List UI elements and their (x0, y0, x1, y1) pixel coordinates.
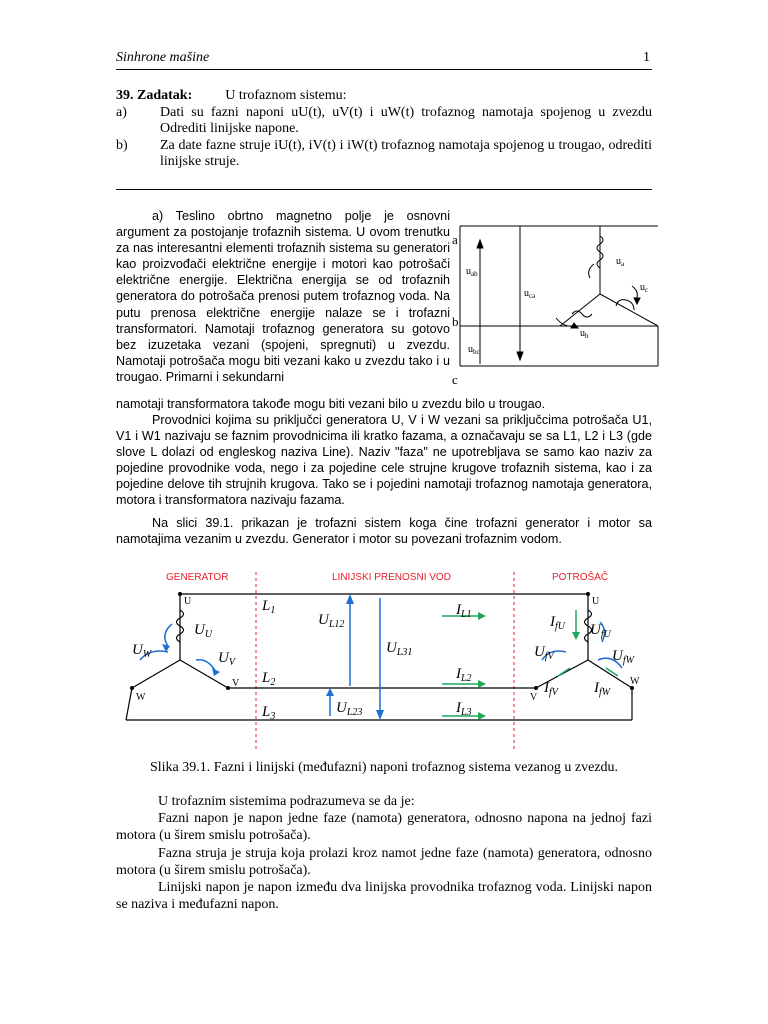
label-uv: $U_V$ (218, 650, 235, 668)
paragraph-phases: Provodnici kojima su priključci generatora U, V i W vezani sa priključcima potrošača U1, V1 i W1 nazivaju se faznim provodnicima ili kratko fazama, a označavaju se sa L1, L2 i L3 (gde slove L dolazi od engleskog naziva Line). Naziv "faza" ne upotrebljava se samo kao naziv za pojedine provodnike voda, nego i za pojedine cele strujne krugove trofaznih sistema, kao i za pojedine delove tih strujnih krugova. Tako se i pojedini namotaji trofaznog namotaja generatora, motora i transformatora nazivaju fazama. (116, 413, 652, 508)
label-ul12: $U_{L12}$ (318, 612, 345, 630)
task-item-text: Dati su fazni naponi uU(t), uV(t) i uW(t) trofaznog namotaja spojenog u zvezdu Odrediti linijske napone. (160, 104, 652, 136)
task-item-label: b) (116, 137, 128, 153)
page-number: 1 (643, 50, 650, 65)
label-il3: $I_{L3}$ (456, 700, 472, 718)
label-ul31: $U_{L31}$ (386, 640, 413, 658)
label-ifu: $I_{fU}$ (550, 614, 565, 632)
label-ufv: $U_{fV}$ (534, 644, 554, 662)
task-statement (116, 88, 652, 171)
label-il2: $I_{L2}$ (456, 666, 472, 684)
paragraph-intro-end: namotaji transformatora takođe mogu biti vezani bilo u zvezdu bilo u trougao. (116, 397, 546, 411)
label-uab: $u_{ab}$ (466, 266, 478, 278)
figure-caption: Slika 39.1. Fazni i linijski (međufazni) naponi trofaznog sistema vezanog u zvezdu. (149, 760, 619, 775)
label-a: a (452, 232, 458, 247)
definition-line-voltage: Linijski napon je napon između dva linijska provodnika trofaznog voda. Linijski napon se naziva i međufazni napon. (116, 880, 652, 913)
label-ifw: $I_{fW}$ (594, 680, 611, 698)
task-item-text: Za date fazne struje iU(t), iV(t) i iW(t) trofaznog namotaja spojenog u trougao, odrediti linijske struje. (160, 137, 652, 169)
terminal-u-gen: U (184, 596, 192, 607)
label-uca: $u_{ca}$ (524, 288, 536, 300)
terminal-u-cons: U (592, 596, 600, 607)
paragraph-definitions (116, 793, 652, 913)
label-uu: $U_U$ (194, 622, 213, 640)
paragraph-intro: a) Teslino obrtno magnetno polje je osnovni argument za postojanje trofaznih sistema. U ovom trenutku za nas interesantni elementi trofaznih sistema su generatori kao proizvođači električne energije i motori kao potrošači električne energije. Električna energija se od trofaznih generatora do potrošača prenosi putem trofaznog voda. Na putu prenosa električne energije nalaze se i trofazni transformatori. Namotaji trofaznog generatora su gotovo bez izuzetaka vezani (spojeni, spregnuti) u zvezdu. Namotaji potrošača mogu biti vezani kako u zvezdu tako i u trougao. Primarni i sekundarni (116, 209, 450, 384)
label-uw: $U_W$ (132, 642, 152, 660)
task-item-a (116, 105, 652, 138)
section-rule (116, 189, 652, 190)
terminal-w-cons: W (630, 676, 640, 687)
terminal-v-gen: V (232, 678, 240, 689)
label-consumer: POTROŠAČ (552, 572, 609, 583)
label-ua: $u_a$ (616, 256, 625, 268)
figure-three-phase-system (118, 564, 652, 754)
label-ub: $u_b$ (580, 328, 589, 340)
task-item-label: a) (116, 104, 127, 120)
paragraph-figure-intro: Na slici 39.1. prikazan je trofazni sistem koga čine trofazni generator i motor sa namotajima vezanim u zvezdu. Generator i motor su povezani trofaznim vodom. (116, 516, 652, 547)
label-c: c (452, 372, 458, 387)
label-b: b (452, 314, 459, 329)
label-generator: GENERATOR (166, 572, 229, 583)
task-number: 39. Zadatak: (116, 88, 193, 103)
definition-intro: U trofaznim sistemima podrazumeva se da je: (158, 794, 415, 809)
label-il1: $I_{L1}$ (456, 602, 472, 620)
task-item-b (116, 138, 652, 171)
label-transmission-line: LINIJSKI PRENOSNI VOD (332, 572, 451, 583)
label-l3: $L_3$ (262, 704, 276, 722)
task-title (116, 88, 652, 105)
label-ufu: $U_{fU}$ (590, 622, 611, 640)
label-ufw: $U_{fW}$ (612, 648, 634, 666)
definition-phase-current: Fazna struja je struja koja prolazi kroz namot jedne faze (namota) generatora, odnosno motora (u širem smislu potrošača). (116, 845, 652, 878)
label-l2: $L_2$ (262, 670, 276, 688)
figure-delta-star (448, 214, 664, 392)
label-l1: $L_1$ (262, 598, 276, 616)
label-ubc: $u_{bc}$ (468, 344, 480, 356)
terminal-v-cons: V (530, 692, 538, 703)
label-ul23: $U_{L23}$ (336, 700, 363, 718)
label-uc: $u_c$ (640, 282, 649, 294)
running-header-title: Sinhrone mašine (116, 50, 210, 65)
label-ifv: $I_{fV}$ (544, 680, 558, 698)
task-intro: U trofaznom sistemu: (225, 88, 347, 103)
header-rule (116, 69, 652, 70)
definition-phase-voltage: Fazni napon je napon jedne faze (namota) generatora, odnosno napona na jednoj fazi motora (u širem smislu potrošača). (116, 811, 652, 844)
terminal-w-gen: W (136, 692, 146, 703)
